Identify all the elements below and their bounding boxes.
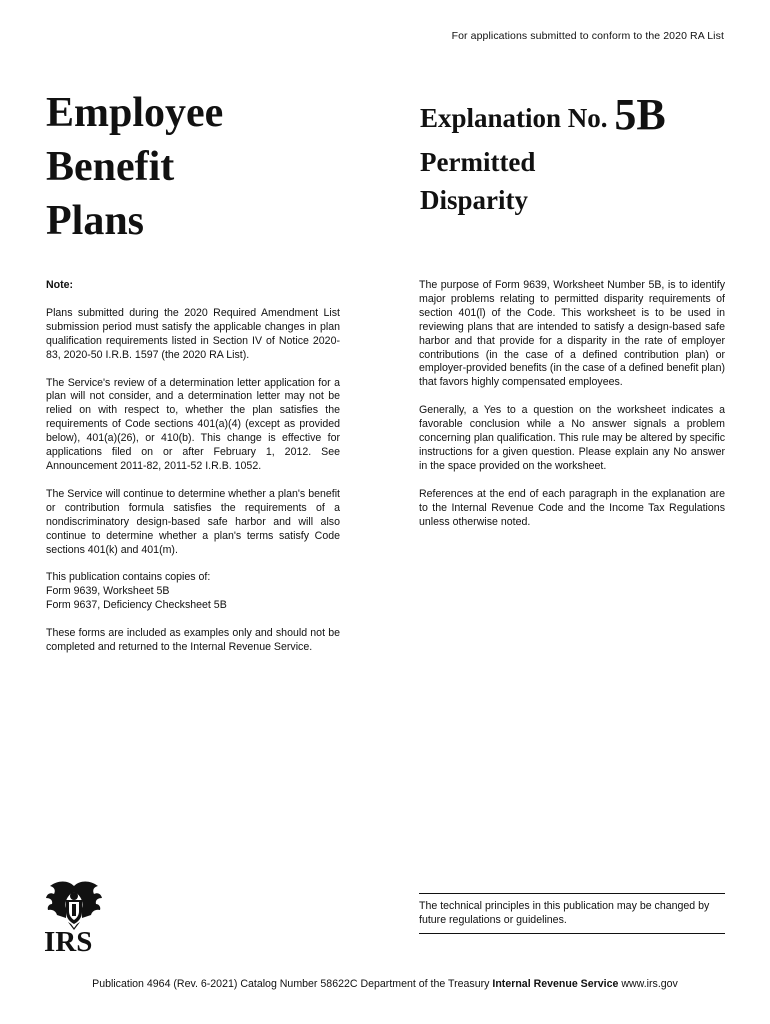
title-line-2: Benefit	[46, 144, 175, 190]
page-title	[46, 86, 223, 248]
right-column	[419, 279, 725, 544]
footer-publication-info: Publication 4964 (Rev. 6-2021) Catalog Number 58622C Department of the Treasury	[92, 978, 490, 990]
note-paragraph-5: These forms are included as examples only and should not be completed and returned to the Internal Revenue Service.	[46, 627, 340, 654]
subtitle-line-1: Permitted	[420, 147, 536, 177]
note-heading: Note:	[46, 279, 74, 291]
title-line-1: Employee	[46, 90, 224, 136]
explanation-label: Explanation No.	[420, 103, 608, 133]
footer-agency-name: Internal Revenue Service	[492, 978, 619, 990]
copies-item-1: Form 9639, Worksheet 5B	[46, 585, 170, 598]
irs-logo-text: IRS	[44, 926, 93, 958]
explanation-subtitle	[420, 143, 535, 219]
title-line-3: Plans	[46, 198, 145, 244]
copies-intro: This publication contains copies of:	[46, 571, 211, 584]
copies-list	[46, 571, 340, 613]
note-paragraph-3: The Service will continue to determine whether a plan's benefit or contribution formula satisfies the requirements of a nondiscriminatory design-based safe harbor and will also continue to determine whether a plan's terms satisfy Code sections 401(k) and 401(m).	[46, 487, 340, 556]
explanation-number: 5B	[614, 90, 666, 139]
yes-no-paragraph: Generally, a Yes to a question on the worksheet indicates a favorable conclusion while a No answer signals a problem concerning plan qualification. This rule may be altered by specific instructions for a given question. Please explain any No answer in the space provided on the worksheet.	[419, 404, 725, 472]
references-paragraph: References at the end of each paragraph in the explanation are to the Internal Revenue Code and the Income Tax Regulations unless otherwise noted.	[419, 487, 725, 528]
note-paragraph-1: Plans submitted during the 2020 Required Amendment List submission period must satisfy the applicable changes in plan qualification requirements listed in Section IV of Notice 2020-83, 2020-50 I.R.B. 1597 (the 2020 RA List).	[46, 306, 340, 361]
copies-item-2: Form 9637, Deficiency Checksheet 5B	[46, 599, 227, 612]
left-column	[46, 279, 340, 669]
technical-note: The technical principles in this publication may be changed by future regulations or guidelines.	[419, 893, 725, 934]
footer-website: www.irs.gov	[621, 978, 678, 990]
footer	[0, 978, 770, 990]
subtitle-line-2: Disparity	[420, 185, 528, 215]
note-paragraph-2: The Service's review of a determination letter application for a plan will not consider, and a determination letter may not be relied on with respect to, whether the plan satisfies the requirements of Code sections 401(a)(4) (except as provided below), 401(a)(26), or 410(b). This change is effective for applications filed on or after February 1, 2012. See Announcement 2011-82, 2011-52 I.R.B. 1052.	[46, 376, 340, 472]
purpose-paragraph: The purpose of Form 9639, Worksheet Number 5B, is to identify major problems relating to permitted disparity requirements of section 401(l) of the Code. This worksheet is to be used in reviewing plans that are intended to satisfy a design-based safe harbor and that provide for a disparity in the rate of employer contributions (in the case of a defined contribution plan) or employer-provided benefits (in the case of a defined benefit plan) that favors highly compensated employees.	[419, 279, 725, 389]
explanation-heading	[420, 88, 666, 145]
top-note: For applications submitted to conform to the 2020 RA List	[451, 30, 724, 42]
